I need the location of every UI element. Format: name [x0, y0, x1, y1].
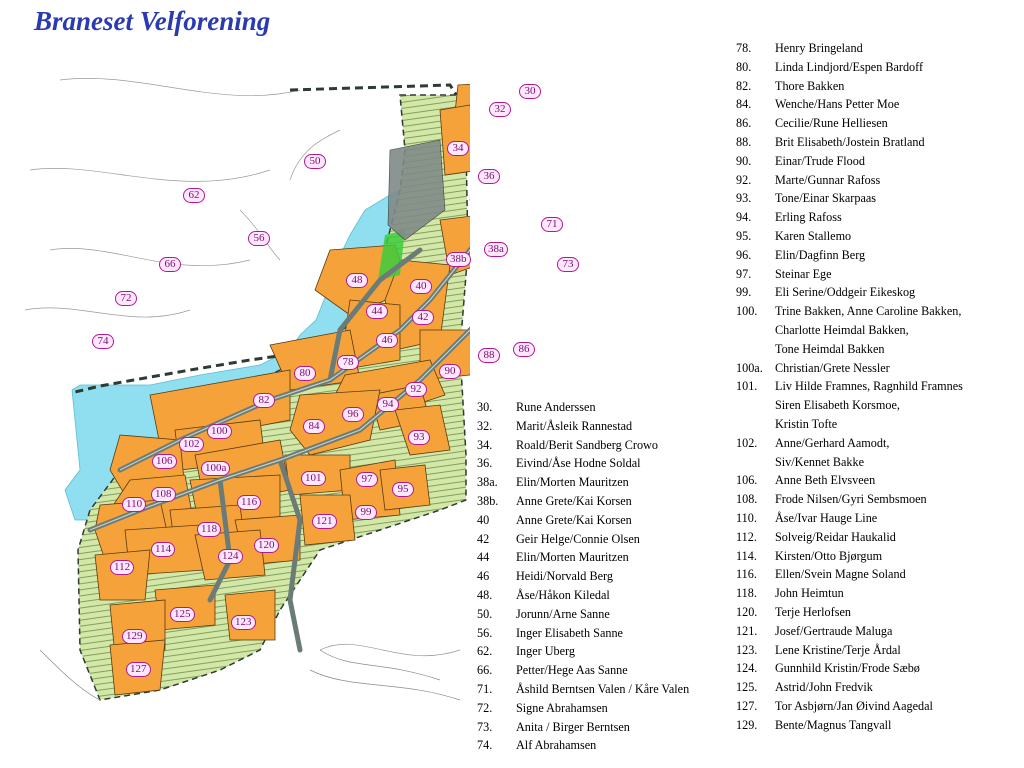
legend-row [736, 227, 1021, 246]
plot-label-93: 93 [408, 430, 430, 445]
plot-label-123: 123 [231, 615, 256, 630]
legend-plot-number: 34. [477, 437, 493, 452]
legend-row [736, 716, 1021, 735]
plot-label-112: 112 [110, 560, 134, 575]
legend-plot-number: 121. [736, 623, 758, 638]
legend-owner-name: Eli Serine/Oddgeir Eikeskog [775, 285, 916, 300]
legend-plot-number: 30. [477, 400, 493, 414]
legend-plot-number: 62. [477, 644, 493, 659]
legend-plot-number: 88. [736, 134, 752, 149]
plot-label-129: 129 [122, 629, 147, 644]
legend-owner-name: Thore Bakken [775, 78, 845, 93]
legend-row [736, 603, 1021, 622]
legend-row [477, 436, 732, 455]
legend-row [477, 624, 732, 643]
legend-plot-number: 78. [736, 41, 752, 55]
legend-plot-number: 94. [736, 210, 752, 225]
legend-row [477, 567, 732, 586]
page-title: Braneset Velforening [34, 6, 271, 36]
plot-label-100: 100 [207, 424, 232, 439]
legend-plot-number: 32. [477, 418, 493, 433]
legend-owner-name-continued: Tone Heimdal Bakken [775, 341, 885, 356]
legend-owner-name: Anne Grete/Kai Korsen [516, 512, 632, 527]
legend-owner-name: Tone/Einar Skarpaas [775, 191, 877, 206]
legend-row [477, 642, 732, 661]
plot-label-38a: 38a [484, 242, 508, 257]
plot-label-74: 74 [92, 334, 114, 349]
legend-owner-name-continued: Kristin Tofte [775, 416, 838, 431]
legend-owner-name: Inger Elisabeth Sanne [516, 625, 623, 640]
legend-plot-number: 36. [477, 456, 493, 471]
legend-plot-number: 84. [736, 97, 752, 112]
legend-owner-name: Frode Nilsen/Gyri Sembsmoen [775, 492, 927, 507]
plot-label-100a: 100a [201, 461, 230, 476]
plot-label-108: 108 [151, 487, 176, 502]
plot-label-40: 40 [410, 279, 432, 294]
legend-plot-number: 71. [477, 681, 493, 696]
legend-row [736, 246, 1021, 265]
legend-plot-number: 74. [477, 738, 493, 753]
legend-row [736, 490, 1021, 509]
legend-owner-name: Rune Anderssen [516, 400, 596, 414]
legend-plot-number: 114. [736, 548, 757, 563]
plot-label-125: 125 [170, 607, 195, 622]
legend-row [477, 473, 732, 492]
legend-row [736, 95, 1021, 114]
legend-owner-name: Trine Bakken, Anne Caroline Bakken, [775, 304, 962, 319]
legend-plot-number: 95. [736, 228, 752, 243]
legend-owner-name: Åse/Håkon Kiledal [516, 587, 610, 602]
legend-owner-name: Anne/Gerhard Aamodt, [775, 435, 890, 450]
legend-plot-number: 38a. [477, 475, 498, 490]
legend-row [736, 471, 1021, 490]
legend-row [477, 530, 732, 549]
legend-row [477, 398, 732, 417]
legend-owner-name: Anne Beth Elvsveen [775, 473, 876, 488]
plot-label-30: 30 [519, 84, 541, 99]
legend-row [477, 699, 732, 718]
plot-label-56: 56 [248, 231, 270, 246]
legend-row [477, 718, 732, 737]
plot-label-101: 101 [301, 471, 326, 486]
legend-plot-number: 48. [477, 587, 493, 602]
plot-label-90: 90 [439, 364, 461, 379]
legend-row [477, 736, 732, 755]
legend-owner-name: Bente/Magnus Tangvall [775, 717, 892, 732]
legend-owner-name: Alf Abrahamsen [516, 738, 597, 753]
legend-owner-name: Lene Kristine/Terje Årdal [775, 642, 901, 657]
legend-plot-number: 120. [736, 604, 758, 619]
plot-label-106: 106 [152, 454, 177, 469]
legend-owner-name: Åse/Ivar Hauge Line [775, 510, 878, 525]
plot-label-66: 66 [159, 257, 181, 272]
legend-owner-name: Henry Bringeland [775, 41, 863, 55]
legend-owner-name: Ellen/Svein Magne Soland [775, 567, 906, 582]
legend-plot-number: 116. [736, 567, 757, 582]
legend-owner-name: Anita / Birger Berntsen [516, 719, 630, 734]
legend-plot-number: 100a. [736, 360, 763, 375]
legend-owner-name: Eivind/Åse Hodne Soldal [516, 456, 641, 471]
legend-plot-number: 127. [736, 698, 758, 713]
legend-plot-number: 129. [736, 717, 758, 732]
plot-label-73: 73 [557, 257, 579, 272]
legend-row [736, 547, 1021, 566]
plot-label-99: 99 [355, 505, 377, 520]
legend-plot-number: 106. [736, 473, 758, 488]
legend-row [736, 659, 1021, 678]
plot-label-62: 62 [183, 188, 205, 203]
legend-row [477, 454, 732, 473]
legend-row [736, 622, 1021, 641]
legend-owner-name: Terje Herlofsen [775, 604, 851, 619]
map-drawing [20, 50, 470, 708]
legend-row [477, 417, 732, 436]
legend-plot-number: 38b. [477, 493, 499, 508]
legend-row [736, 584, 1021, 603]
legend-plot-number: 124. [736, 661, 758, 676]
legend-owner-name: Liv Hilde Framnes, Ragnhild Framnes [775, 379, 963, 394]
legend-owner-name: Christian/Grete Nessler [775, 360, 890, 375]
legend-owner-name: Inger Uberg [516, 644, 575, 659]
plot-label-124: 124 [218, 549, 243, 564]
legend-plot-number: 80. [736, 59, 752, 74]
football-field-label: Fotball [490, 291, 527, 305]
legend-owner-name: Tor Asbjørn/Jan Øivind Aagedal [775, 698, 933, 713]
plot-label-36: 36 [478, 169, 500, 184]
legend-plot-number: 123. [736, 642, 758, 657]
plot-label-78: 78 [337, 355, 359, 370]
legend-owner-name: Cecilie/Rune Helliesen [775, 116, 888, 131]
legend-plot-number: 66. [477, 663, 493, 678]
legend-plot-number: 99. [736, 285, 752, 300]
legend-row [736, 302, 1021, 321]
legend-row [477, 586, 732, 605]
plot-label-44: 44 [366, 304, 388, 319]
legend-plot-number: 112. [736, 529, 757, 544]
legend-plot-number: 125. [736, 680, 758, 695]
legend-owner-name: Josef/Gertraude Maluga [775, 623, 893, 638]
legend-row [736, 509, 1021, 528]
legend-plot-number: 42 [477, 531, 490, 546]
legend-owner-name: Steinar Ege [775, 266, 832, 281]
legend-owner-name: Elin/Dagfinn Berg [775, 247, 866, 262]
legend-owner-name: Geir Helge/Connie Olsen [516, 531, 640, 546]
legend-plot-number: 46 [477, 569, 490, 584]
legend-owner-name: Karen Stallemo [775, 228, 852, 243]
legend-row [736, 678, 1021, 697]
plot-label-92: 92 [405, 382, 427, 397]
legend-owner-name: Marte/Gunnar Rafoss [775, 172, 881, 187]
plot-label-34: 34 [447, 141, 469, 156]
legend-owner-name: Jorunn/Arne Sanne [516, 606, 610, 621]
legend-owner-name: Kirsten/Otto Bjørgum [775, 548, 883, 563]
legend-owner-name: Brit Elisabeth/Jostein Bratland [775, 134, 925, 149]
plot-label-110: 110 [122, 497, 146, 512]
legend-owner-name: Signe Abrahamsen [516, 700, 608, 715]
legend-owner-name-continued: Siren Elisabeth Korsmoe, [775, 398, 900, 413]
legend-row [736, 434, 1021, 453]
legend-owner-name: Elin/Morten Mauritzen [516, 475, 629, 490]
legend-right [736, 39, 1021, 734]
legend-row [736, 58, 1021, 77]
legend-row [477, 605, 732, 624]
legend-left [477, 398, 732, 755]
legend-owner-name: Linda Lindjord/Espen Bardoff [775, 59, 924, 74]
plot-label-50: 50 [304, 154, 326, 169]
plot-label-121: 121 [312, 514, 337, 529]
legend-plot-number: 100. [736, 304, 758, 319]
legend-owner-name: Wenche/Hans Petter Moe [775, 97, 900, 112]
plot-label-48: 48 [346, 273, 368, 288]
legend-plot-number: 93. [736, 191, 752, 206]
legend-row [736, 152, 1021, 171]
legend-owner-name: Petter/Hege Aas Sanne [516, 663, 628, 678]
plot-label-42: 42 [412, 310, 434, 325]
legend-row [736, 133, 1021, 152]
plot-label-80: 80 [294, 366, 316, 381]
plot-label-88: 88 [478, 348, 500, 363]
legend-plot-number: 96. [736, 247, 752, 262]
legend-plot-number: 108. [736, 492, 758, 507]
legend-row [736, 114, 1021, 133]
legend-row [736, 39, 1021, 58]
plot-label-95: 95 [392, 482, 414, 497]
legend-owner-name: Elin/Morten Mauritzen [516, 550, 629, 565]
legend-row [477, 548, 732, 567]
legend-row [477, 661, 732, 680]
legend-plot-number: 118. [736, 586, 757, 601]
plot-label-84: 84 [303, 419, 325, 434]
plot-label-46: 46 [376, 333, 398, 348]
legend-row [736, 283, 1021, 302]
legend-row [736, 641, 1021, 660]
legend-plot-number: 40 [477, 512, 490, 527]
legend-plot-number: 92. [736, 172, 752, 187]
legend-row [736, 377, 1021, 396]
legend-row [736, 359, 1021, 378]
legend-owner-name: Åshild Berntsen Valen / Kåre Valen [516, 681, 690, 696]
legend-owner-name: Gunnhild Kristin/Frode Sæbø [775, 661, 920, 676]
legend-plot-number: 50. [477, 606, 493, 621]
legend-plot-number: 86. [736, 116, 752, 131]
legend-owner-name: John Heimtun [775, 586, 844, 601]
plot-label-32: 32 [489, 102, 511, 117]
legend-plot-number: 82. [736, 78, 752, 93]
plot-label-86: 86 [513, 342, 535, 357]
plot-label-94: 94 [377, 397, 399, 412]
plot-label-82: 82 [253, 393, 275, 408]
plot-label-120: 120 [254, 538, 279, 553]
plot-label-96: 96 [342, 407, 364, 422]
legend-owner-name: Anne Grete/Kai Korsen [516, 493, 632, 508]
legend-plot-number: 101. [736, 379, 758, 394]
legend-plot-number: 102. [736, 435, 758, 450]
legend-owner-name-continued: Siv/Kennet Bakke [775, 454, 865, 469]
legend-plot-number: 73. [477, 719, 493, 734]
legend-row [736, 265, 1021, 284]
plot-label-118: 118 [197, 522, 221, 537]
legend-row [736, 208, 1021, 227]
legend-row [736, 528, 1021, 547]
legend-plot-number: 110. [736, 510, 757, 525]
legend-row [736, 171, 1021, 190]
legend-owner-name: Solveig/Reidar Haukalid [775, 529, 896, 544]
plot-label-127: 127 [126, 662, 151, 677]
legend-row [736, 565, 1021, 584]
legend-row [477, 492, 732, 511]
legend-owner-name: Roald/Berit Sandberg Crowo [516, 437, 658, 452]
legend-row [477, 680, 732, 699]
plot-label-116: 116 [237, 495, 261, 510]
plot-label-38b: 38b [446, 252, 471, 267]
legend-row [736, 189, 1021, 208]
legend-row [477, 511, 732, 530]
plot-label-97: 97 [356, 472, 378, 487]
site-map [20, 50, 470, 708]
legend-owner-name: Heidi/Norvald Berg [516, 569, 613, 584]
legend-owner-name-continued: Charlotte Heimdal Bakken, [775, 322, 909, 337]
legend-plot-number: 56. [477, 625, 493, 640]
legend-row [736, 77, 1021, 96]
legend-plot-number: 72. [477, 700, 493, 715]
plot-label-114: 114 [151, 542, 175, 557]
plot-label-71: 71 [541, 217, 563, 232]
legend-owner-name: Astrid/John Fredvik [775, 680, 873, 695]
legend-row [736, 697, 1021, 716]
legend-owner-name: Marit/Åsleik Rannestad [516, 418, 633, 433]
plot-label-102: 102 [179, 437, 204, 452]
legend-owner-name: Einar/Trude Flood [775, 153, 865, 168]
plot-label-72: 72 [115, 291, 137, 306]
legend-plot-number: 90. [736, 153, 752, 168]
legend-owner-name: Erling Rafoss [775, 210, 842, 225]
legend-plot-number: 44 [477, 550, 490, 565]
legend-plot-number: 97. [736, 266, 752, 281]
